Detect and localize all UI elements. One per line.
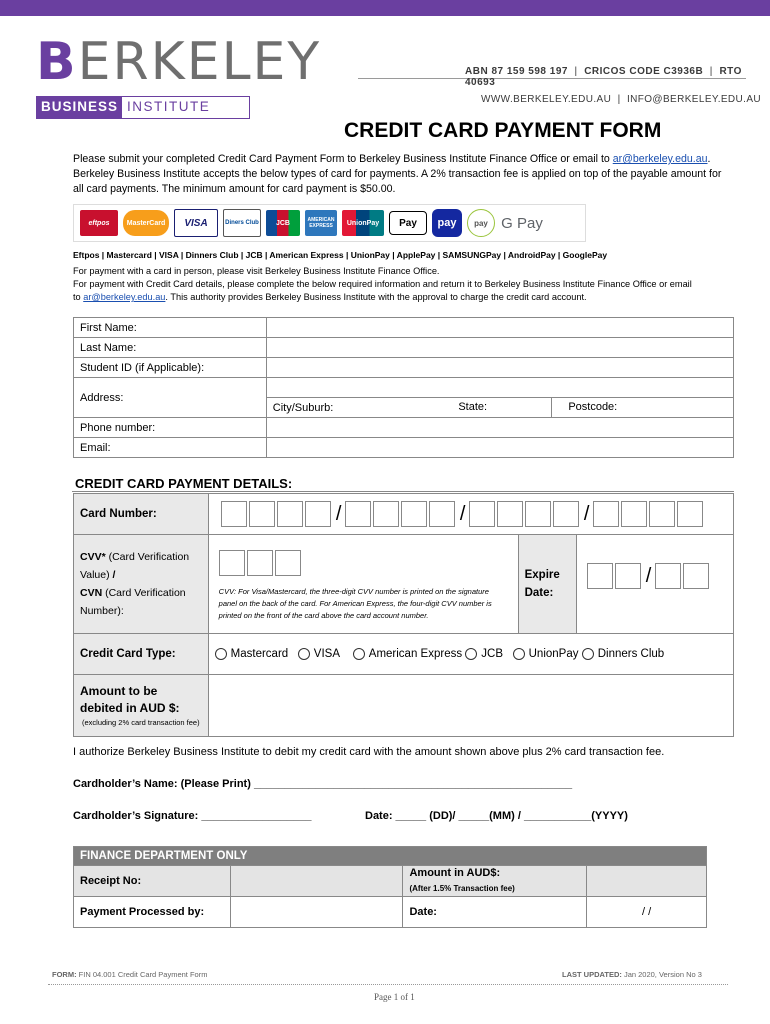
postcode-label: Postcode:	[568, 401, 618, 413]
card-number-label: Card Number:	[74, 494, 209, 535]
state-label: State:	[458, 401, 488, 413]
first-name-label: First Name:	[74, 318, 267, 338]
processed-by-field[interactable]	[230, 897, 403, 928]
last-name-label: Last Name:	[74, 338, 267, 358]
personal-details-table	[73, 317, 734, 458]
contact-line: WWW.BERKELEY.EDU.AU | INFO@BERKELEY.EDU.AU	[481, 94, 762, 105]
accepted-cards-strip	[73, 204, 586, 242]
footer-rule	[48, 984, 728, 986]
payment-heading-rule	[72, 491, 734, 492]
androidpay-logo: pay	[467, 209, 495, 237]
card-type-label: Credit Card Type:	[74, 634, 209, 675]
payment-info-text: For payment with a card in person, please visit Berkeley Business Institute Finance Office. For payment with Credit Card details, please complete the below required information and return it to Berkeley Business Institute Finance Office or email to ar@berkeley.edu.au. This authority provides Berkeley Business Institute with the approval to charge the credit card account.	[73, 266, 692, 302]
card-details-table	[73, 493, 734, 737]
radio-visa[interactable]: VISA	[298, 648, 340, 660]
radio-unionpay[interactable]: UnionPay	[513, 648, 579, 660]
amount-label: Amount to be debited in AUD $: (excluding 2% card transaction fee)	[74, 675, 209, 737]
page-number: Page 1 of 1	[374, 992, 415, 1002]
mastercard-logo: MasterCard	[123, 210, 169, 236]
city-field[interactable]	[266, 398, 552, 418]
accepted-cards-labels: Eftpos | Mastercard | VISA | Dinners Club | JCB | American Express | UnionPay | ApplePay | SAMSUNGPay | AndroidPay | GooglePay	[73, 250, 608, 260]
page-title: CREDIT CARD PAYMENT FORM	[344, 119, 662, 142]
intro-text: Please submit your completed Credit Card Payment Form to Berkeley Business Institute Finance Office or email to ar@berkeley.edu.au. Berkeley Business Institute accepts the below types of card for payments. A 2% transaction fee is applied on top of the payable amount for all card payments. The minimum amount for card payment is $50.00.	[73, 153, 722, 195]
authorization-text: I authorize Berkeley Business Institute to debit my credit card with the amount shown above plus 2% card transaction fee.	[73, 746, 665, 758]
student-id-field[interactable]	[266, 358, 733, 378]
last-name-field[interactable]	[266, 338, 733, 358]
visa-logo: VISA	[174, 209, 218, 237]
email-link[interactable]: INFO@BERKELEY.EDU.AU	[626, 94, 762, 105]
radio-diners[interactable]: Dinners Club	[582, 648, 664, 660]
radio-amex[interactable]: American Express	[353, 648, 462, 660]
cardholder-name-line[interactable]: Cardholder’s Name: (Please Print) ____________________________________________________	[73, 778, 573, 790]
expire-date-label: Expire Date:	[518, 535, 576, 634]
finance-amount-field[interactable]	[587, 866, 707, 897]
amount-field[interactable]	[208, 675, 733, 737]
logo-subtitle	[36, 96, 250, 119]
cardholder-signature-line[interactable]: Cardholder’s Signature: __________________	[73, 810, 312, 822]
samsungpay-logo: pay	[432, 209, 462, 237]
googlepay-logo: G Pay	[500, 211, 544, 235]
city-label: City/Suburb:	[272, 401, 334, 414]
registration-ids: ABN 87 159 598 197 | CRICOS CODE C3936B | RTO 40693	[465, 66, 742, 88]
diners-logo: Diners Club	[223, 209, 261, 237]
student-id-label: Student ID (if Applicable):	[74, 358, 267, 378]
state-postcode-field[interactable]	[458, 398, 734, 418]
processed-by-label: Payment Processed by:	[74, 897, 231, 928]
radio-jcb[interactable]: JCB	[465, 648, 503, 660]
top-bar	[0, 0, 770, 16]
cvv-label: CVV* (Card Verification Value) / CVN (Card Verification Number):	[74, 535, 209, 634]
payment-details-heading: CREDIT CARD PAYMENT DETAILS:	[75, 476, 293, 491]
phone-label: Phone number:	[74, 418, 267, 438]
footer-form-id: FORM: FIN 04.001 Credit Card Payment Form	[52, 970, 208, 979]
address-field[interactable]	[266, 378, 733, 398]
amount-note: (excluding 2% card transaction fee)	[82, 718, 200, 727]
card-type-options	[208, 634, 733, 675]
unionpay-logo: UnionPay	[342, 210, 384, 236]
cvv-field[interactable]	[208, 535, 518, 634]
amex-logo: AMERICAN EXPRESS	[305, 210, 337, 236]
jcb-logo: JCB	[266, 210, 300, 236]
footer-last-updated: LAST UPDATED: Jan 2020, Version No 3	[562, 970, 702, 979]
logo-sub-business: BUSINESS	[37, 97, 122, 118]
signature-date-line[interactable]: Date: _____ (DD)/ _____(MM) / ___________(YYYY)	[365, 810, 628, 822]
expire-date-field[interactable]: /	[576, 535, 733, 634]
finance-date-field[interactable]: / /	[587, 897, 707, 928]
ar-email-link-2[interactable]: ar@berkeley.edu.au	[83, 292, 166, 302]
card-number-field[interactable]: / / /	[208, 494, 733, 535]
first-name-field[interactable]	[266, 318, 733, 338]
receipt-label: Receipt No:	[74, 866, 231, 897]
email-label: Email:	[74, 438, 267, 458]
ar-email-link[interactable]: ar@berkeley.edu.au	[612, 153, 708, 165]
finance-heading: FINANCE DEPARTMENT ONLY	[74, 847, 707, 866]
logo-sub-institute: INSTITUTE	[127, 99, 211, 114]
eftpos-logo: eftpos	[80, 210, 118, 236]
radio-mastercard[interactable]: Mastercard	[215, 648, 289, 660]
finance-date-label: Date:	[403, 897, 587, 928]
receipt-field[interactable]	[230, 866, 403, 897]
cvv-note: CVV: For Visa/Mastercard, the three-digit CVV number is printed on the signature panel on the back of the card. For American Express, the four-digit CVV number is printed on the front of the card above the card account number.	[218, 587, 492, 620]
finance-amount-label: Amount in AUD$: (After 1.5% Transaction fee)	[403, 866, 587, 897]
address-label: Address:	[74, 378, 267, 418]
logo: BERKELEY	[36, 32, 322, 92]
phone-field[interactable]	[266, 418, 733, 438]
applepay-logo: Pay	[389, 211, 427, 235]
website-link[interactable]: WWW.BERKELEY.EDU.AU	[481, 94, 612, 105]
finance-table	[73, 846, 707, 928]
email-field[interactable]	[266, 438, 733, 458]
